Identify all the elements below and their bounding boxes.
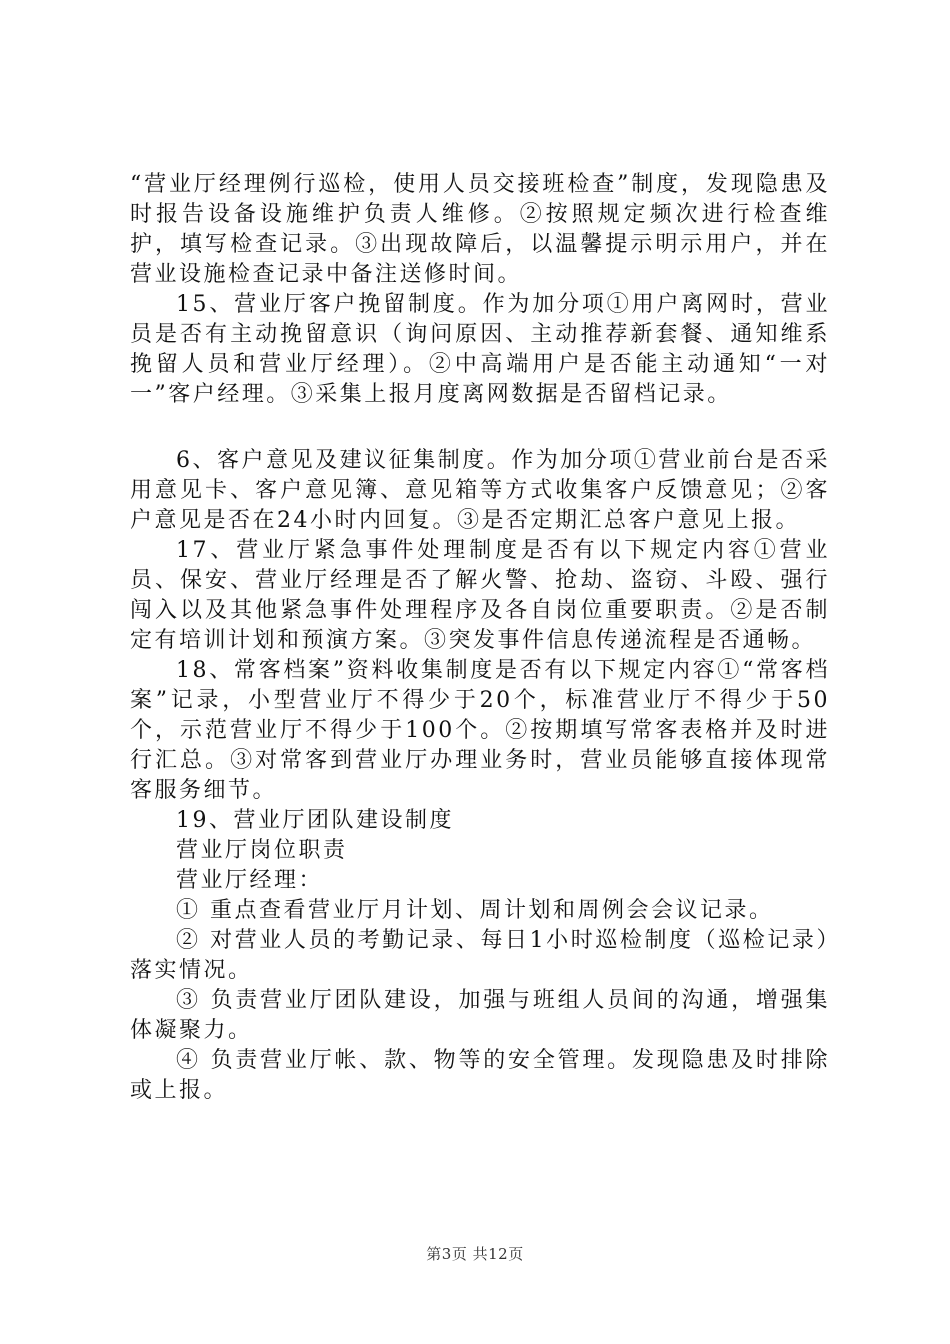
paragraph-item-15: 15、营业厅客户挽留制度。作为加分项①用户离网时，营业员是否有主动挽留意识（询问原因、主动推荐新套餐、通知维系挽留人员和营业厅经理）。②中高端用户是否能主动通知“一对一”客户经理。③采集上报月度离网数据是否留档记录。 — [130, 292, 830, 407]
paragraph-item-17: 17、营业厅紧急事件处理制度是否有以下规定内容①营业员、保安、营业厅经理是否了解火警、抢劫、盗窃、斗殴、强行闯入以及其他紧急事件处理程序及各自岗位重要职责。②是否制定有培训计划和预演方案。③突发事件信息传递流程是否通畅。 — [130, 538, 830, 653]
role-heading-manager: 营业厅经理： — [176, 868, 324, 893]
paragraph-continuation: “营业厅经理例行巡检，使用人员交接班检查”制度，发现隐患及时报告设备设施维护负责人维修。②按照规定频次进行检查维护，填写检查记录。③出现故障后，以温馨提示明示用户，并在营业设施检查记录中备注送修时间。 — [130, 172, 830, 287]
section-heading-duties: 营业厅岗位职责 — [176, 838, 348, 863]
document-body — [130, 170, 830, 1106]
duty-item-4: ④ 负责营业厅帐、款、物等的安全管理。发现隐患及时排除或上报。 — [130, 1048, 830, 1103]
page-number-footer: 第3页 共12页 — [426, 1245, 524, 1263]
paragraph-item-16: 6、客户意见及建议征集制度。作为加分项①营业前台是否采用意见卡、客户意见簿、意见箱等方式收集客户反馈意见；②客户意见是否在24小时内回复。③是否定期汇总客户意见上报。 — [130, 448, 830, 533]
paragraph-item-19: 19、营业厅团队建设制度 — [176, 808, 454, 833]
duty-item-3: ③ 负责营业厅团队建设，加强与班组人员间的沟通，增强集体凝聚力。 — [130, 988, 830, 1043]
paragraph-item-18: 18、常客档案”资料收集制度是否有以下规定内容①“常客档案”记录，小型营业厅不得少于20个，标准营业厅不得少于50个，示范营业厅不得少于100个。②按期填写常客表格并及时进行汇总。③对常客到营业厅办理业务时，营业员能够直接体现常客服务细节。 — [130, 658, 830, 803]
duty-item-2: ② 对营业人员的考勤记录、每日1小时巡检制度（巡检记录）落实情况。 — [130, 928, 830, 983]
duty-item-1: ① 重点查看营业厅月计划、周计划和周例会会议记录。 — [176, 898, 774, 923]
